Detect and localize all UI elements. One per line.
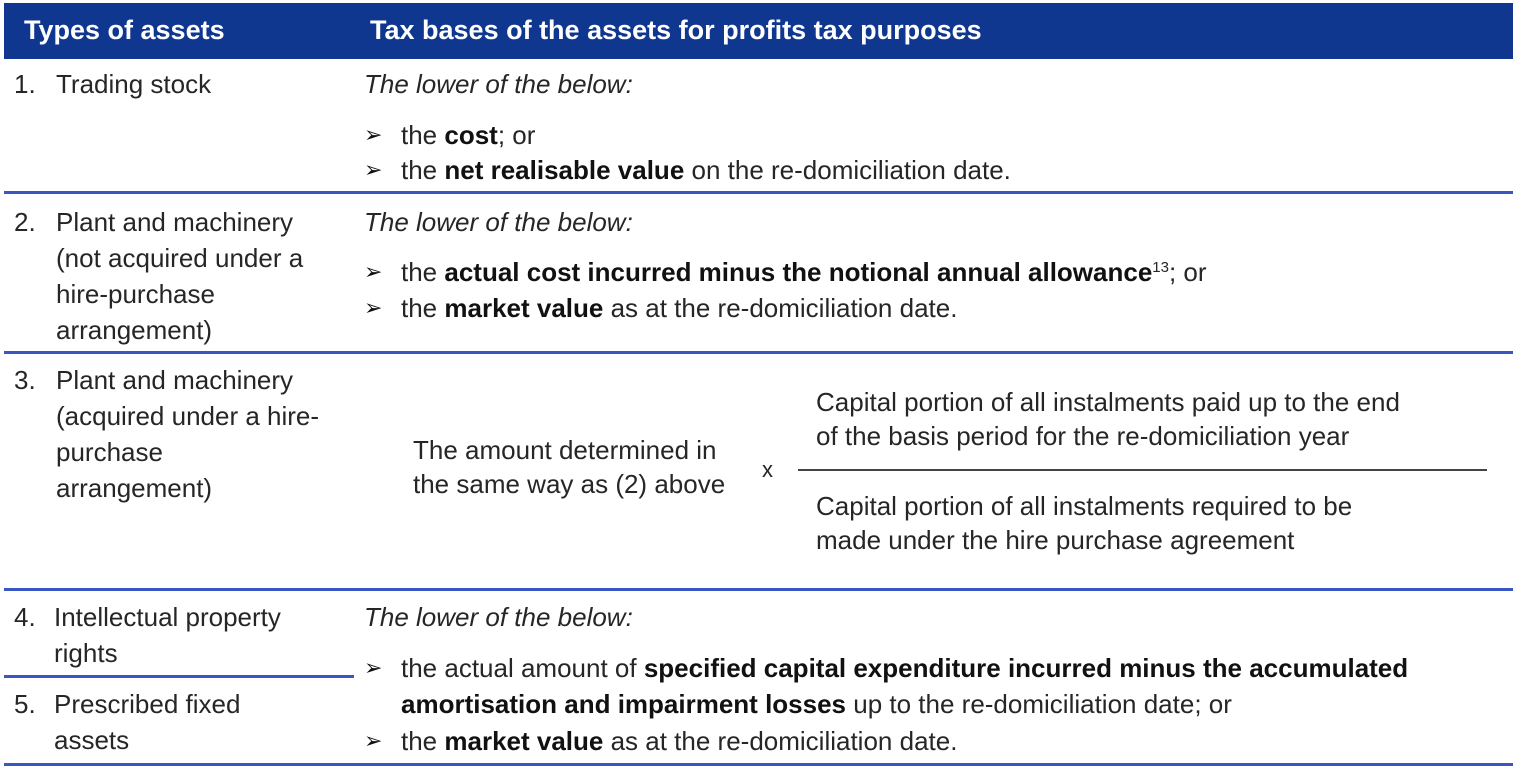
header-types-of-assets: Types of assets [24,15,225,45]
lead-text: The lower of the below: [364,207,633,237]
asset-name: Prescribed fixed [54,689,241,719]
asset-name: Plant and machinery [56,365,294,395]
formula-left: The amount determined in [413,435,717,465]
lead-text: The lower of the below: [364,69,633,99]
bullet-item: the cost; or [401,120,536,150]
bullet-arrow-icon: ➢ [364,728,383,753]
bullet-item: the market value as at the re-domiciliation date. [401,726,958,756]
formula-denominator: Capital portion of all instalments required to be [816,491,1353,521]
asset-name: purchase [56,437,163,467]
multiply-sign: x [762,457,773,482]
asset-name: hire-purchase [56,279,215,309]
row-number: 3. [14,365,36,395]
bullet-arrow-icon: ➢ [364,655,383,680]
asset-name: (acquired under a hire- [56,401,320,431]
asset-name: Intellectual property [54,602,281,632]
bullet-arrow-icon: ➢ [364,295,383,320]
asset-name: Trading stock [56,69,212,99]
bullet-item: the actual amount of specified capital expenditure incurred minus the accumulated [401,653,1409,683]
row-number: 2. [14,207,36,237]
bullet-arrow-icon: ➢ [364,122,383,147]
formula-left: the same way as (2) above [413,469,726,499]
row-divider [4,588,1513,591]
row-divider [4,763,1513,766]
bullet-item: the net realisable value on the re-domiciliation date. [401,155,1011,185]
fraction-line [798,469,1487,471]
formula-numerator: of the basis period for the re-domiciliation year [816,421,1350,451]
lead-text: The lower of the below: [364,602,633,632]
bullet-item: the actual cost incurred minus the notional annual allowance$^{13}$; or [401,257,1207,287]
bullet-item-continued: amortisation and impairment losses up to the re-domiciliation date; or [401,689,1232,719]
row-divider [4,675,354,678]
footnote-marker: 13 [1152,259,1169,276]
asset-name: arrangement) [56,315,213,345]
row-number: 5. [14,689,36,719]
table-header [4,3,1513,59]
asset-name: rights [54,638,118,668]
row-number: 1. [14,69,36,99]
asset-name: assets [54,725,130,755]
asset-name: Plant and machinery [56,207,294,237]
formula-denominator: made under the hire purchase agreement [816,525,1295,555]
asset-name: arrangement) [56,473,213,503]
bullet-arrow-icon: ➢ [364,259,383,284]
formula-numerator: Capital portion of all instalments paid up to the end [816,387,1400,417]
asset-name: (not acquired under a [56,243,304,273]
row-divider [4,351,1513,354]
row-number: 4. [14,602,36,632]
bullet-item: the market value as at the re-domiciliation date. [401,293,958,323]
header-tax-bases: Tax bases of the assets for profits tax purposes [370,15,982,45]
bullet-arrow-icon: ➢ [364,157,383,182]
row-divider [4,191,1513,194]
